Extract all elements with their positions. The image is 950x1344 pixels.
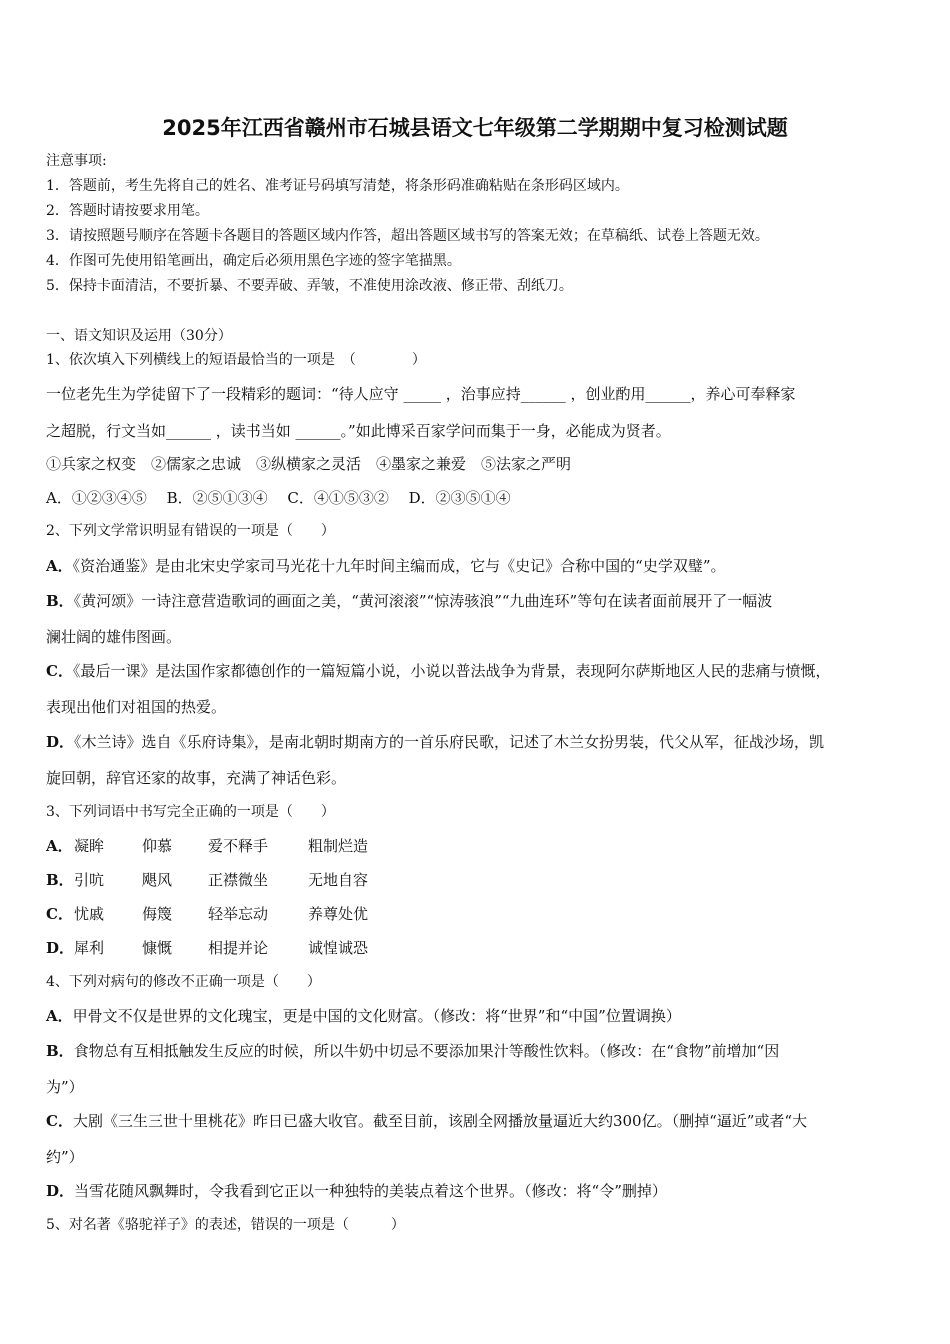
- question-4-option-b: B．食物总有互相抵触发生反应的时候，所以牛奶中切忌不要添加果汁等酸性饮料。（修改：在“食物”前增加“因: [46, 1042, 780, 1060]
- question-1-text: 一位老先生为学徒留下了一段精彩的题词：“待人应守 _____ ，治事应持______ ，创业酌用______，养心可奉释家: [46, 385, 796, 403]
- word: 飓风: [142, 871, 173, 889]
- question-1-phrases: ①兵家之权变 ②儒家之忠诚 ③纵横家之灵活 ④墨家之兼爱 ⑤法家之严明: [46, 455, 572, 473]
- word: 引吭: [74, 871, 105, 889]
- notice-item: 2．答题时请按要求用笔。: [46, 203, 209, 219]
- option-label: A．: [46, 1007, 73, 1025]
- option-label: C．: [46, 1112, 73, 1130]
- question-5-stem: 5、对名著《骆驼祥子》的表述，错误的一项是（ ）: [46, 1217, 405, 1233]
- option-label: D．: [46, 733, 75, 751]
- word: 凝眸: [74, 837, 105, 855]
- option-label: D．: [46, 1182, 75, 1200]
- question-2-option-d-cont: 旋回朝，辞官还家的故事，充满了神话色彩。: [46, 769, 347, 787]
- word: 犀利: [74, 939, 105, 957]
- option-label: C．: [46, 662, 73, 680]
- word: 诚惶诚恐: [308, 939, 369, 957]
- notice-item: 5．保持卡面清洁，不要折暴、不要弄破、弄皱，不准使用涂改液、修正带、刮纸刀。: [46, 278, 573, 294]
- question-3-option-b: [46, 870, 369, 890]
- option-label: A．: [46, 557, 73, 575]
- question-4-option-c-cont: 约”）: [46, 1148, 84, 1166]
- word: 相提并论: [208, 939, 269, 957]
- question-1-text: 之超脱，行文当如______ ，读书当如 ______。”如此博采百家学问而集于一身，必能成为贤者。: [46, 422, 671, 440]
- question-4-option-b-cont: 为”）: [46, 1078, 84, 1096]
- question-2-option-b: B．《黄河颂》一诗注意营造歌词的画面之美，“黄河滚滚”“惊涛骇浪”“九曲连环”等句在读者面前展开了一幅波: [46, 592, 773, 610]
- question-3-option-c: [46, 904, 369, 924]
- question-3-option-d: [46, 938, 369, 958]
- question-1-stem: 1、依次填入下列横线上的短语最恰当的一项是 （ ）: [46, 352, 426, 368]
- word: 侮篾: [142, 905, 173, 923]
- option-label: B．: [46, 1042, 74, 1060]
- notice-heading: 注意事项:: [46, 153, 107, 169]
- notice-item: 1．答题前，考生先将自己的姓名、准考证号码填写清楚，将条形码准确粘贴在条形码区域内。: [46, 178, 629, 194]
- option-label: C．: [46, 905, 73, 923]
- word: 无地自容: [308, 871, 369, 889]
- option-label: A．: [46, 837, 73, 855]
- section-heading: 一、语文知识及运用（30分）: [46, 328, 232, 344]
- option-label: D．: [46, 939, 75, 957]
- word: 粗制烂造: [308, 837, 369, 855]
- notice-item: 3．请按照题号顺序在答题卡各题目的答题区域内作答，超出答题区域书写的答案无效；在草稿纸、试卷上答题无效。: [46, 228, 769, 244]
- page-title: 2025年江西省赣州市石城县语文七年级第二学期期中复习检测试题: [162, 116, 788, 140]
- question-2-option-c-cont: 表现出他们对祖国的热爱。: [46, 698, 227, 716]
- option-label: B．: [46, 871, 74, 889]
- question-3-stem: 3、下列词语中书写完全正确的一项是（ ）: [46, 804, 335, 820]
- question-2-option-a: A．《资治通鉴》是由北宋史学家司马光花十九年时间主编而成，它与《史记》合称中国的“史学双璧”。: [46, 557, 726, 575]
- option-label: B．: [46, 592, 74, 610]
- question-3-option-a: [46, 836, 369, 856]
- word: 正襟微坐: [208, 871, 269, 889]
- word: 忧戚: [74, 905, 105, 923]
- notice-item: 4．作图可先使用铅笔画出，确定后必须用黑色字迹的签字笔描黑。: [46, 253, 461, 269]
- word: 慷慨: [142, 939, 173, 957]
- question-4-option-d: D．当雪花随风飘舞时，令我看到它正以一种独特的美装点着这个世界。（修改：将“令”删掉）: [46, 1182, 667, 1200]
- question-2-option-b-cont: 澜壮阔的雄伟图画。: [46, 628, 182, 646]
- question-2-stem: 2、下列文学常识明显有错误的一项是（ ）: [46, 523, 335, 539]
- question-4-stem: 4、下列对病句的修改不正确一项是（ ）: [46, 974, 321, 990]
- question-2-option-c: C．《最后一课》是法国作家都德创作的一篇短篇小说，小说以普法战争为背景，表现阿尔萨斯地区人民的悲痛与愤慨，: [46, 662, 831, 680]
- word: 轻举忘动: [208, 905, 269, 923]
- question-2-option-d: D．《木兰诗》选自《乐府诗集》，是南北朝时期南方的一首乐府民歌，记述了木兰女扮男装，代父从军，征战沙场，凯: [46, 733, 825, 751]
- question-4-option-a: A．甲骨文不仅是世界的文化瑰宝，更是中国的文化财富。（修改：将“世界”和“中国”位置调换）: [46, 1007, 681, 1025]
- word: 养尊处优: [308, 905, 369, 923]
- word: 爱不释手: [208, 837, 269, 855]
- question-4-option-c: C．大剧《三生三世十里桃花》昨日已盛大收官。截至目前，该剧全网播放量逼近大约300亿。（删掉“逼近”或者“大: [46, 1112, 808, 1130]
- question-1-options: A．①②③④⑤ B．②⑤①③④ C．④①⑤③② D．②③⑤①④: [46, 489, 511, 507]
- word: 仰慕: [142, 837, 173, 855]
